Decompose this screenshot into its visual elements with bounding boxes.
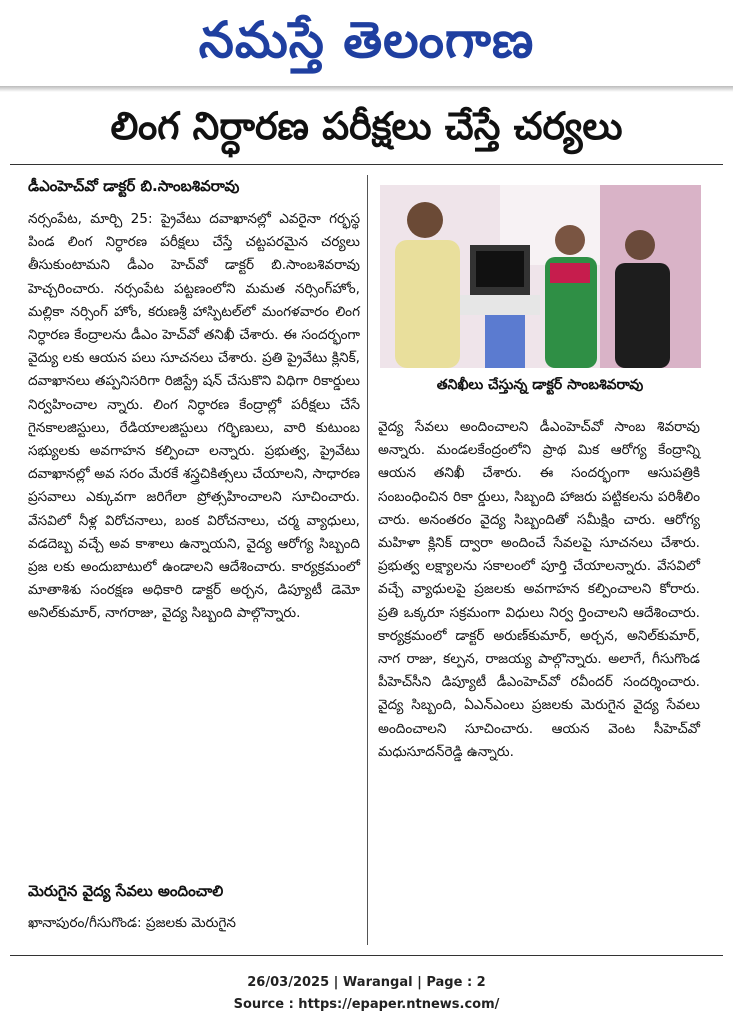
masthead-title: నమస్తే తెలంగాణ <box>198 11 535 69</box>
right-column-body: వైద్య సేవలు అందించాలని డీఎంహెచ్‌వో సాంబ శివరావు అన్నారు. మండలకేంద్రంలోని ప్రాథ మిక ఆరోగ్య కేంద్రాన్ని ఆయన తనిఖీ చేశారు. ఈ సందర్భంగా ఆసుపత్రికి సంబంధించిన రికా ర్డులు, సిబ్బంది హాజరు పట్టికలను పరిశీలిం చారు. అనంతరం వైద్య సిబ్బందితో సమీక్షిం చారు. ఆరోగ్య మహిళా క్లినిక్ ద్వారా అందించే సేవలపై సూచనలు చేశారు. ప్రభుత్వ లక్ష్యాలను సకాలంలో పూర్తి చేయాలన్నారు. వేసవిలో వచ్చే వ్యాధులపై ప్రజలకు అవగాహన కల్పించాలని కోరారు. ప్రతి ఒక్కరూ సక్రమంగా విధులు నిర్వ ర్తించాలని ఆదేశించారు. కార్యక్రమంలో డాక్టర్ అరుణ్‌కుమార్, అర్చన, అనిల్‌కుమార్, నాగ రాజు, కల్పన, రాజయ్య పాల్గొన్నారు. అలాగే, గీసుగొండ పీహెచ్‌సీని డిప్యూటీ డీఎంహెచ్‌వో రవీందర్ సందర్శించారు. వైద్య సిబ్బంది, ఏఎన్‌ఎంలు ప్రజలకు మెరుగైన వైద్య సేవలు అందించాలని సూచించారు. ఆయన వెంట సీహెచ్‌వో మధుసూదన్‌రెడ్డి ఉన్నారు. <box>378 419 700 760</box>
article-headline: లింగ నిర్ధారణ పరీక్షలు చేస్తే చర్యలు <box>110 103 623 148</box>
article-photo <box>380 185 701 368</box>
masthead-divider <box>0 86 733 92</box>
column-divider <box>367 175 368 945</box>
article-byline: డీఎంహెచ్‌వో డాక్టర్ బి.సాంబశివరావు <box>28 177 240 195</box>
footer-dateline: 26/03/2025 | Warangal | Page : 2 <box>247 975 486 990</box>
left-column-body: నర్సంపేట, మార్చి 25: ప్రైవేటు దవాఖానల్లో ఎవరైనా గర్భస్థ పిండ లింగ నిర్ధారణ పరీక్షలు చేస్తే చట్టపరమైన చర్యలు తీసుకుంటామని డీఎం హెచ్‌వో డాక్టర్ బి.సాంబశివరావు హెచ్చరించారు. నర్సంపేట పట్టణంలోని మమత నర్సింగ్‌హోం, మల్లికా నర్సింగ్ హోం, కరుణశ్రీ హాస్పిటల్‌లో మంగళవారం లింగ నిర్ధారణ కేంద్రాలను డీఎం హెచ్‌వో తనిఖీ చేశారు. ఈ సందర్భంగా వైద్యు లకు ఆయన పలు సూచనలు చేశారు. ప్రతి ప్రైవేటు క్లినిక్, దవాఖానలు తప్పనిసరిగా రిజిస్ట్రే షన్ చేసుకొని విధిగా రికార్డులు నిర్వహించాల న్నారు. లింగ నిర్ధారణ కేంద్రాల్లో పరీక్షలు చేసే గైనకాలజిస్టులు, రేడియాలజిస్టులు గర్భిణులు, వారి కుటుంబ సభ్యులకు అవగాహన కల్పించా లన్నారు. ప్రభుత్వ, ప్రైవేటు దవాఖానల్లో అవ సరం మేరకే శస్త్రచికిత్సలు చేయాలని, సాధారణ ప్రసవాలు ఎక్కువగా జరిగేలా ప్రోత్సహించాలని సూచించారు. వేసవిలో నీళ్ల విరోచనాలు, బంక విరోచనాలు, చర్మ వ్యాధులు, వడదెబ్బ వచ్చే అవ కాశాలు ఉన్నాయని, వైద్య ఆరోగ్య సిబ్బంది ప్రజ లకు అందుబాటులో ఉండాలని ఆదేశించారు. కార్యక్రమంలో మాతాశిశు సంరక్షణ అధికారి డాక్టర్ అర్చన, డిప్యూటీ డెమో అనిల్‌కుమార్, నాగరాజు, వైద్య సిబ్బంది పాల్గొన్నారు. <box>28 211 360 622</box>
masthead <box>0 0 733 80</box>
footer-source: Source : https://epaper.ntnews.com/ <box>233 997 500 1012</box>
headline-rule <box>10 164 723 165</box>
sub-article-body: ఖానాపురం/గీసుగొండ: ప్రజలకు మెరుగైన <box>28 915 236 931</box>
footer-rule <box>10 955 723 956</box>
article-photo-illustration <box>380 185 701 368</box>
photo-caption: తనిఖీలు చేస్తున్న డాక్టర్ సాంబశివరావు <box>436 377 644 393</box>
sub-article-heading: మెరుగైన వైద్య సేవలు అందించాలి <box>28 882 224 900</box>
